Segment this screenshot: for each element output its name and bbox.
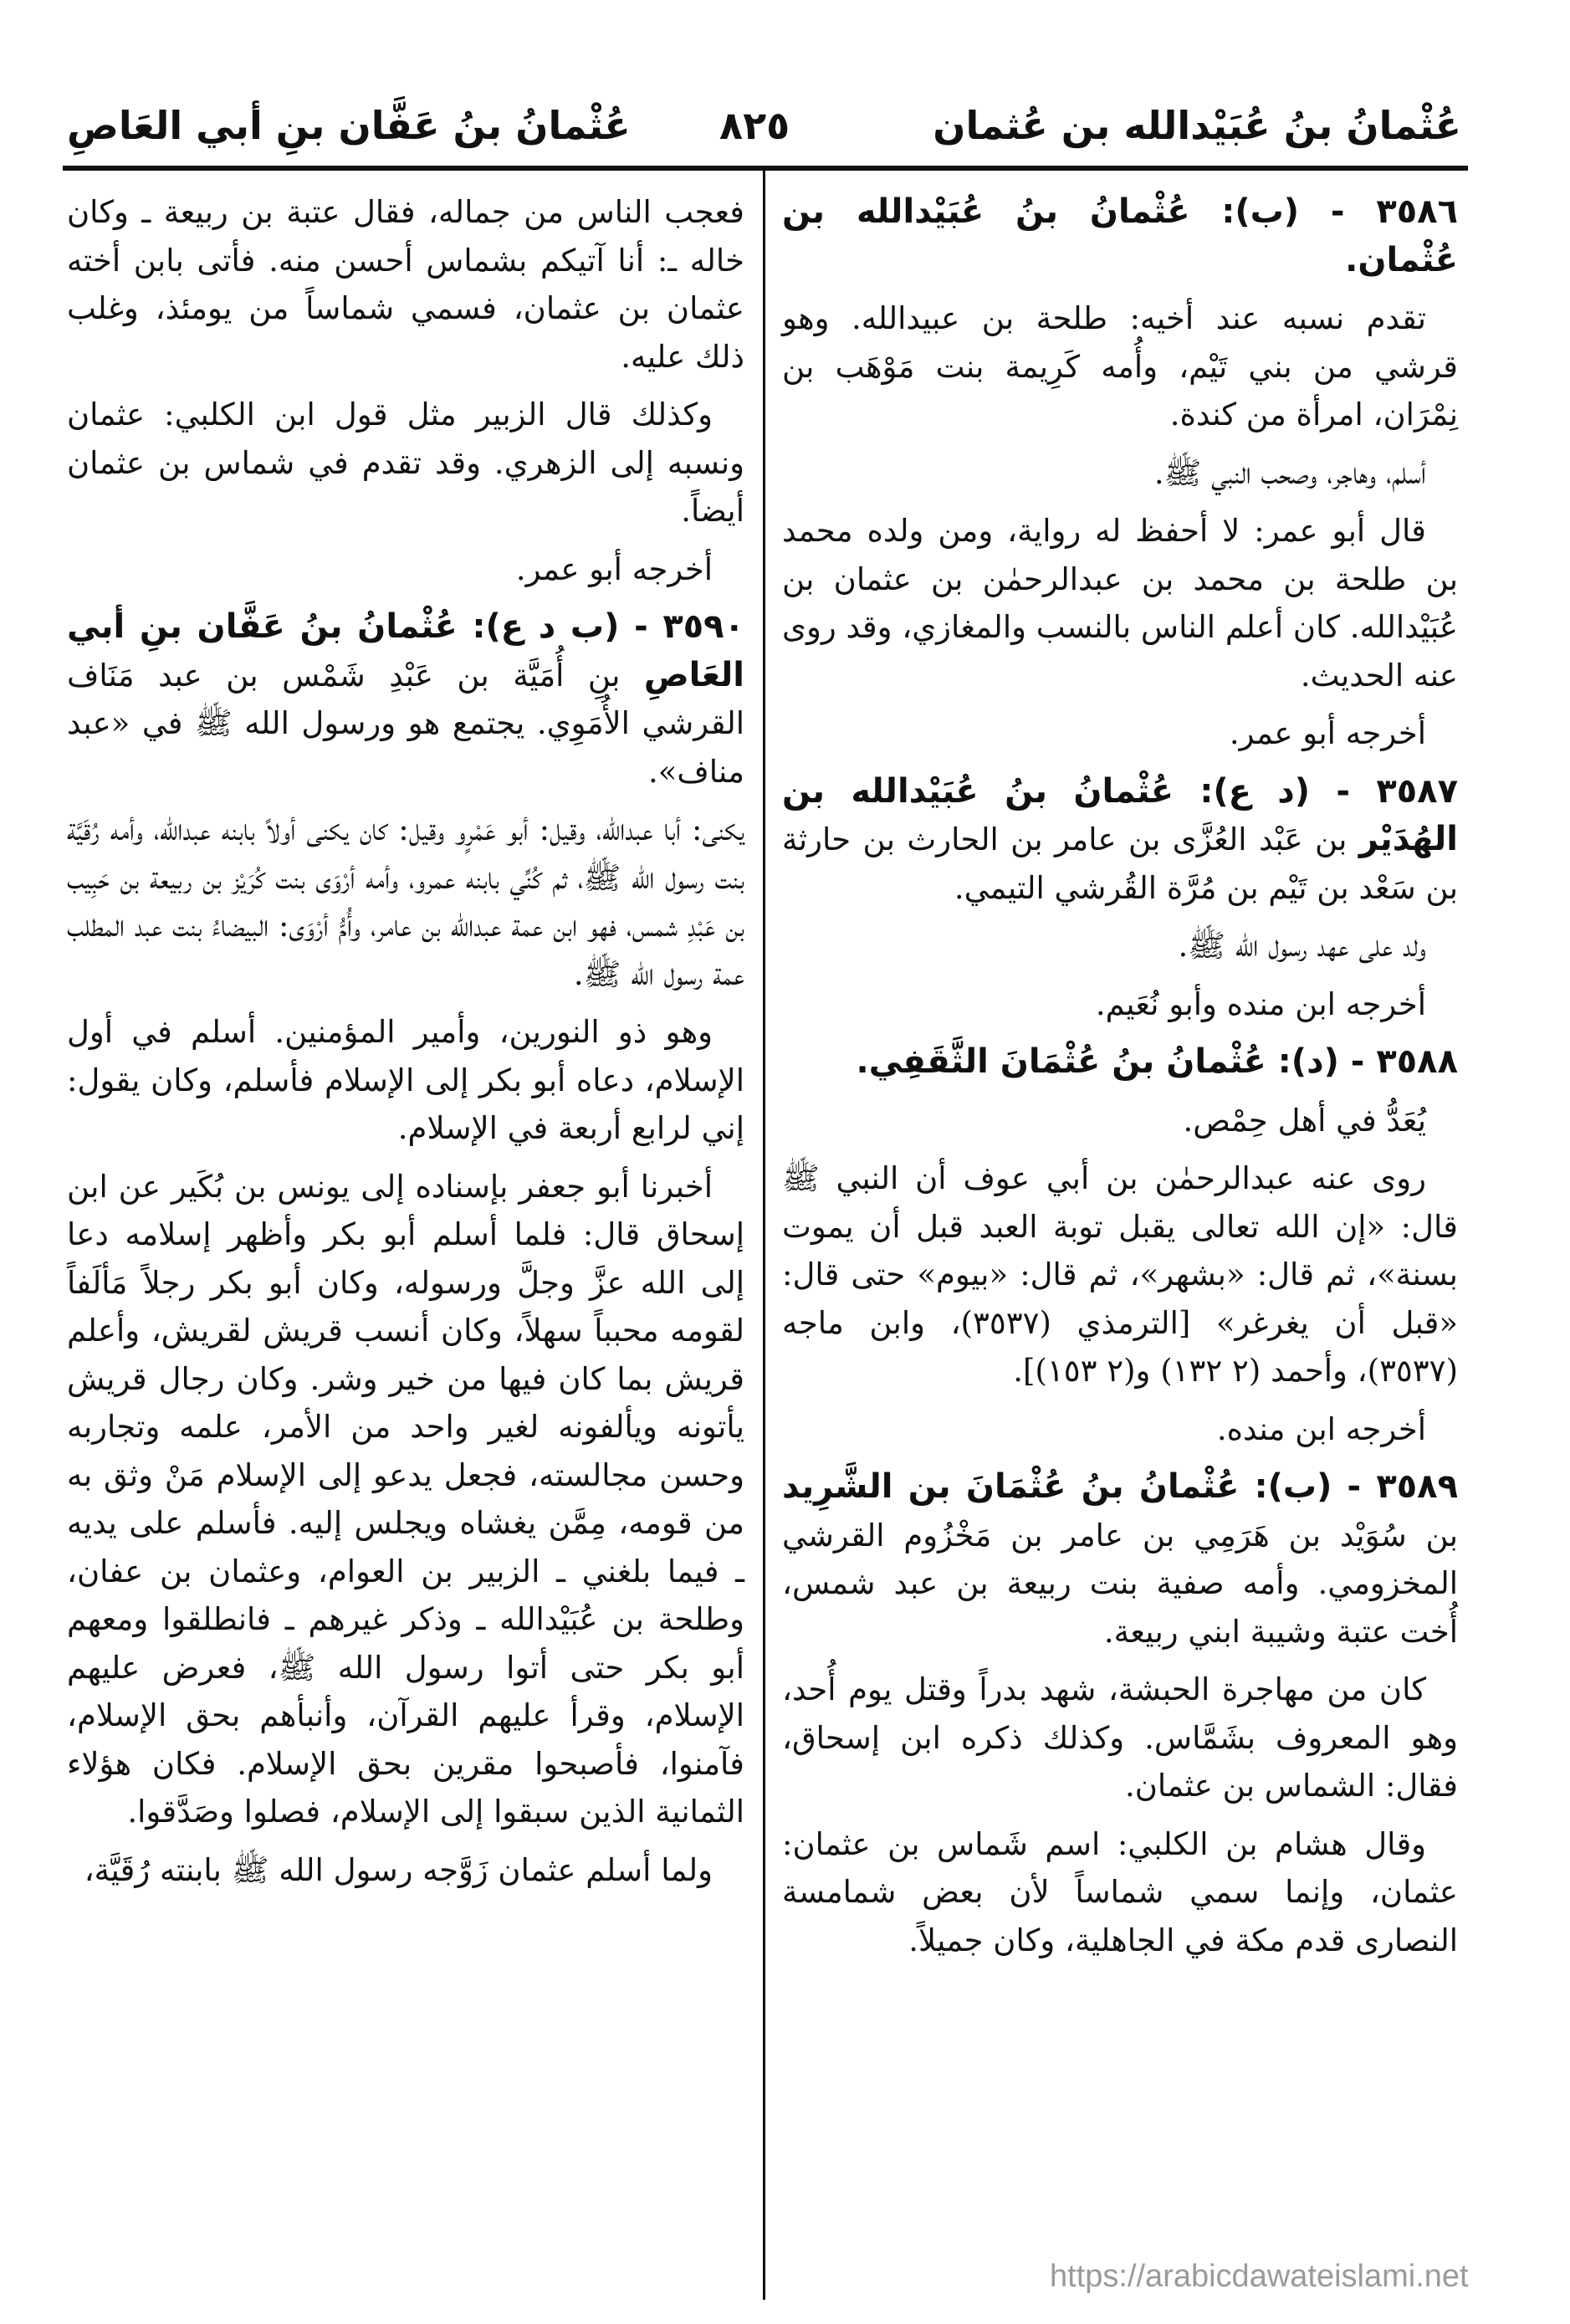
paragraph: فعجب الناس من جماله، فقال عتبة بن ربيعة ـ وكان خاله ـ: أنا آتيكم بشماس أحسن منه. فأتى بابن أخته عثمان بن عثمان، فسمي شماساً من يومئذ، وغلب ذلك عليه. <box>67 194 745 375</box>
entry-title: ٣٥٩٠ - (ب د ع): عُثْمانُ بنُ عَفَّان بنِ أبي العَاصِ <box>67 607 744 694</box>
entry-lineage: بنِ أُمَيَّة بن عَبْدِ شَمْس بن عبد مَنَاف القرشي الأُمَوِي. يجتمع هو ورسول الله ﷺ في «عبد مناف». <box>67 657 744 790</box>
running-header-left: عُثْمانُ بنُ عَفَّان بنِ أبي العَاصِ <box>67 103 631 148</box>
entry-heading <box>782 188 1458 284</box>
entry-title: ٣٥٨٨ - (د): عُثْمانُ بنُ عُثْمَانَ الثَّقَفِي. <box>856 1042 1458 1081</box>
left-column <box>67 188 744 1904</box>
paragraph: أخرجه ابن منده. <box>1216 1410 1426 1447</box>
entry-title: ٣٥٨٦ - (ب): عُثْمانُ بنُ عُبَيْدالله بن عُثْمان. <box>782 192 1458 279</box>
watermark-url: https://arabicdawateislami.net <box>1050 2259 1469 2294</box>
entry-heading <box>67 603 744 796</box>
paragraph: تقدم نسبه عند أخيه: طلحة بن عبيدالله. وهو قرشي من بني تَيْم، وأُمه كَرِيمة بنت مَوْهَب بن نِمْرَان، امرأة من كندة. <box>782 300 1458 433</box>
right-column <box>782 188 1458 1974</box>
page-number: ٨٢٥ <box>719 103 790 148</box>
entry-title: ٣٥٨٧ - (د ع): عُثْمانُ بنُ عُبَيْدالله بن الهُدَيْر <box>782 771 1458 858</box>
paragraph: كان من مهاجرة الحبشة، شهد بدراً وقتل يوم أُحد، وهو المعروف بشَمَّاس. وكذلك ذكره ابن إسحاق، فقال: الشماس بن عثمان. <box>782 1671 1458 1804</box>
running-header-right: عُثْمانُ بنُ عُبَيْدالله بن عُثمان <box>933 103 1461 148</box>
paragraph: روى عنه عبدالرحمٰن بن أبي عوف أن النبي ﷺ قال: «إن الله تعالى يقبل توبة العبد قبل أن يموت بسنة»، ثم قال: «بشهر»، ثم قال: «بيوم» حتى قال: «قبل أن يغرغر» [الترمذي (٣٥٣٧)، وابن ماجه (٣٥٣٧)، وأحمد (٢ ١٣٢) و(٢ ١٥٣)]. <box>782 1160 1458 1389</box>
paragraph: قال أبو عمر: لا أحفظ له رواية، ومن ولده محمد بن طلحة بن محمد بن عبدالرحمٰن بن عثمان بن عُبَيْدالله. كان أعلم الناس بالنسب والمغازي، وقد روى عنه الحديث. <box>782 513 1458 694</box>
entry-heading <box>782 768 1458 913</box>
entry-heading <box>782 1038 1458 1087</box>
paragraph: يُعَدُّ في أهل حِمْص. <box>1183 1102 1426 1139</box>
entry-title: ٣٥٨٩ - (ب): عُثْمانُ بنُ عُثْمَانَ بن الشَّرِيد <box>782 1467 1458 1506</box>
paragraph: وهو ذو النورين، وأمير المؤمنين. أسلم في أول الإسلام، دعاه أبو بكر إلى الإسلام فأسلم، وكان يقول: إني لرابع أربعة في الإسلام. <box>67 1014 744 1146</box>
paragraph: ولد على عهد رسول الله ﷺ. <box>1178 928 1426 964</box>
column-divider <box>763 171 765 2300</box>
entry-lineage: بن عَبْد العُزَّى بن عامر بن الحارث بن حارثة بن سَعْد بن تَيْم بن مُرَّة القُرشي التيمي. <box>782 822 1458 906</box>
paragraph: أخبرنا أبو جعفر بإسناده إلى يونس بن بُكَير عن ابن إسحاق قال: فلما أسلم أبو بكر وأظهر إسلامه دعا إلى الله عزَّ وجلَّ ورسوله، وكان أبو بكر رجلاً مَألَفاً لقومه محبباً سهلاً، وكان أنسب قريش لقريش، وأعلم قريش بما كان فيها من خير وشر. وكان رجال قريش يأتونه ويألفونه لغير واحد من الأمر، علمه وتجاربه وحسن مجالسته، فجعل يدعو إلى الإسلام مَنْ وثق به من قومه، مِمَّن يغشاه ويجلس إليه. فأسلم على يديه ـ فيما بلغني ـ الزبير بن العوام، وعثمان بن عفان، وطلحة بن عُبَيْدالله ـ وذكر غيرهم ـ فانطلقوا ومعهم أبو بكر حتى أتوا رسول الله ﷺ، فعرض عليهم الإسلام، وقرأ عليهم القرآن، وأنبأهم بحق الإسلام، فآمنوا، فأصبحوا مقرين بحق الإسلام. فكان هؤلاء الثمانية الذين سبقوا إلى الإسلام، فصلوا وصَدَّقوا. <box>67 1168 744 1830</box>
paragraph: وكذلك قال الزبير مثل قول ابن الكلبي: عثمان ونسبه إلى الزهري. وقد تقدم في شماس بن عثمان أيضاً. <box>67 397 744 529</box>
paragraph: ولما أسلم عثمان زَوَّجه رسول الله ﷺ بابنته رُقَيَّة، <box>84 1851 713 1888</box>
entry-heading <box>782 1463 1458 1656</box>
paragraph: أخرجه ابن منده وأبو نُعَيم. <box>1095 985 1426 1022</box>
paragraph: أسلم، وهاجر، وصحب النبي ﷺ. <box>1153 454 1426 491</box>
header-rule <box>63 166 1468 171</box>
paragraph: وقال هشام بن الكلبي: اسم شَماس بن عثمان: عثمان، وإنما سمي شماساً لأن بعض شمامسة النصارى قدم مكة في الجاهلية، وكان جميلاً. <box>782 1825 1458 1958</box>
entry-lineage: بن سُوَيْد بن هَرَمِي بن عامر بن مَخْزُوم القرشي المخزومي. وأمه صفية بنت ربيعة بن عبد شمس، أُخت عتبة وشيبة ابني ربيعة. <box>782 1517 1458 1650</box>
paragraph: أخرجه أبو عمر. <box>515 550 713 587</box>
paragraph: أخرجه أبو عمر. <box>1229 715 1426 751</box>
paragraph: يكنى: أبا عبدالله، وقيل: أبو عَمْرٍو وقيل: كان يكنى أولاً بابنه عبدالله، وأمه رُقَيَّة بنت رسول الله ﷺ، ثم كُنِّي بابنه عمرو، وأمه أرْوَى بنت كُرَيْز بن ربيعة بن حَبِيب بن عَبْدِ شمس، فهو ابن عمة عبدالله بن عامر، وأُمُّ أرْوَى: البيضاءُ بنت عبد المطلب عمة رسول الله ﷺ. <box>67 811 744 992</box>
